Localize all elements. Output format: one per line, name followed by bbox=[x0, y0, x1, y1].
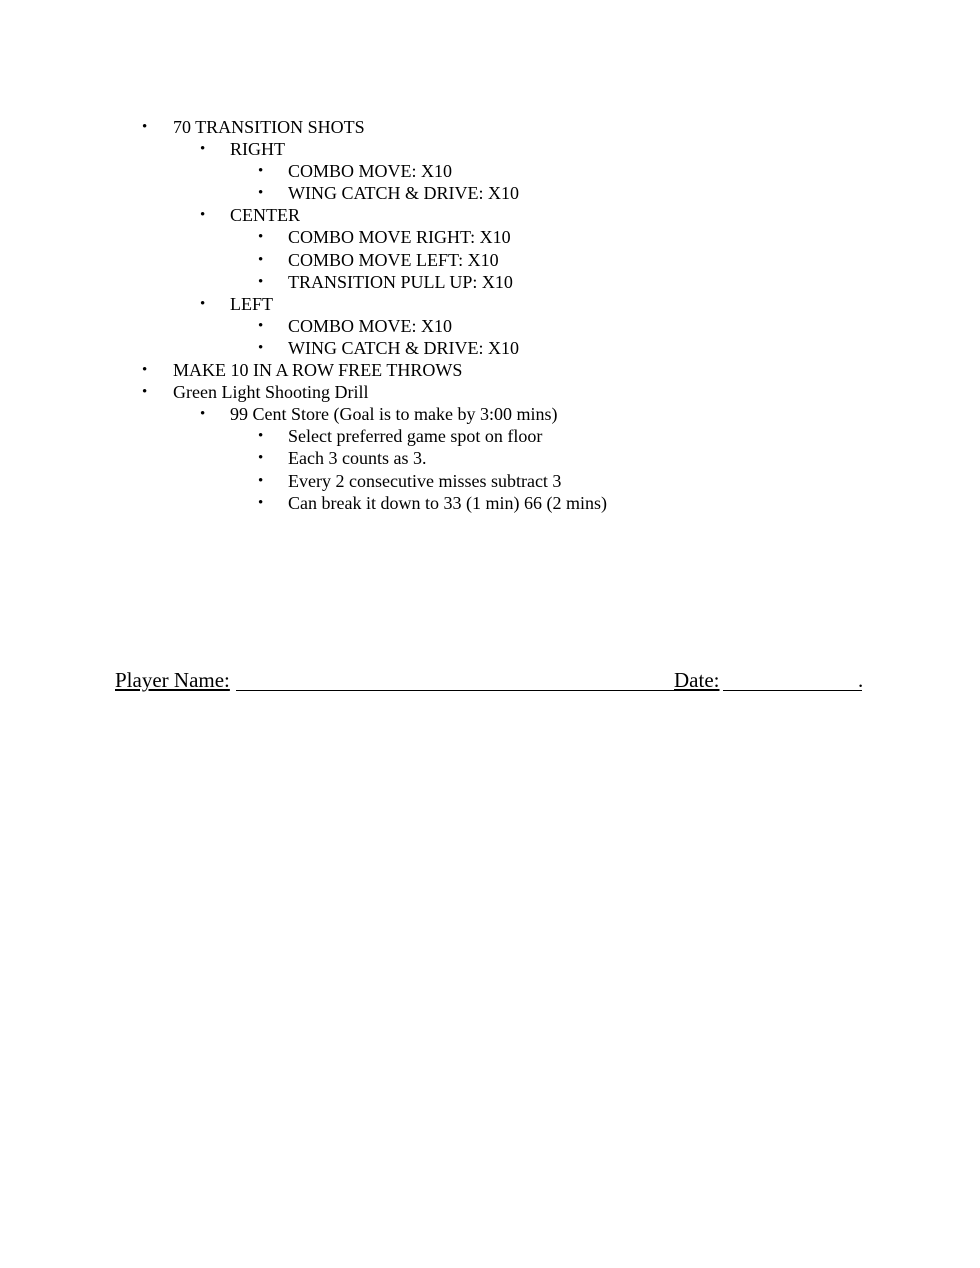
outline-item-level-1 bbox=[0, 116, 980, 138]
bullet-icon: • bbox=[142, 384, 148, 401]
bullet-icon: • bbox=[258, 472, 264, 489]
outline-item-text: COMBO MOVE LEFT: X10 bbox=[288, 249, 499, 270]
outline-item-text: WING CATCH & DRIVE: X10 bbox=[288, 337, 519, 358]
player-name-blank-line bbox=[236, 690, 674, 691]
outline-item-text: 70 TRANSITION SHOTS bbox=[173, 117, 365, 137]
date-period: . bbox=[858, 668, 864, 692]
bullet-icon: • bbox=[258, 273, 264, 290]
outline-item-text: Select preferred game spot on floor bbox=[288, 426, 543, 447]
outline-item-text: Can break it down to 33 (1 min) 66 (2 mins) bbox=[288, 492, 607, 513]
bullet-icon: • bbox=[258, 251, 264, 268]
bullet-icon: • bbox=[200, 295, 206, 312]
outline-item-level-3 bbox=[0, 492, 980, 514]
outline-item-level-3 bbox=[0, 425, 980, 447]
outline-item-level-3 bbox=[0, 249, 980, 271]
signature-section bbox=[115, 667, 865, 693]
outline-item-level-2 bbox=[0, 138, 980, 160]
bullet-icon: • bbox=[258, 163, 264, 180]
outline-item-text: WING CATCH & DRIVE: X10 bbox=[288, 183, 519, 204]
date-label: Date: bbox=[674, 668, 720, 692]
outline-item-text: Each 3 counts as 3. bbox=[288, 448, 427, 469]
outline-item-text: RIGHT bbox=[230, 139, 285, 160]
bullet-icon: • bbox=[142, 119, 148, 135]
bullet-icon: • bbox=[258, 185, 264, 202]
outline-item-level-2 bbox=[0, 293, 980, 315]
outline-item-level-3 bbox=[0, 470, 980, 492]
bullet-icon: • bbox=[258, 494, 264, 511]
outline-item-level-1 bbox=[0, 359, 980, 381]
bullet-icon: • bbox=[258, 317, 264, 334]
bullet-icon: • bbox=[258, 450, 264, 467]
date-blank-line bbox=[723, 690, 862, 691]
outline-item-text: COMBO MOVE RIGHT: X10 bbox=[288, 227, 511, 248]
outline-item-text: 99 Cent Store (Goal is to make by 3:00 mins) bbox=[230, 404, 558, 425]
drill-outline-list bbox=[0, 116, 980, 514]
outline-item-level-3 bbox=[0, 315, 980, 337]
outline-item-level-3 bbox=[0, 337, 980, 359]
outline-item-level-3 bbox=[0, 182, 980, 204]
outline-item-text: COMBO MOVE: X10 bbox=[288, 161, 453, 182]
outline-item-text: MAKE 10 IN A ROW FREE THROWS bbox=[173, 360, 463, 381]
outline-item-text: TRANSITION PULL UP: X10 bbox=[288, 271, 513, 292]
outline-item-level-3 bbox=[0, 447, 980, 469]
bullet-icon: • bbox=[200, 207, 206, 224]
outline-item-level-3 bbox=[0, 160, 980, 182]
bullet-icon: • bbox=[258, 428, 264, 445]
outline-item-text: CENTER bbox=[230, 205, 300, 226]
bullet-icon: • bbox=[200, 406, 206, 423]
outline-item-level-2 bbox=[0, 204, 980, 226]
outline-item-text: Green Light Shooting Drill bbox=[173, 382, 369, 403]
bullet-icon: • bbox=[258, 339, 264, 356]
bullet-icon: • bbox=[200, 141, 206, 158]
bullet-icon: • bbox=[142, 362, 148, 379]
outline-item-level-3 bbox=[0, 226, 980, 248]
outline-item-text: LEFT bbox=[230, 293, 273, 314]
player-name-label: Player Name: bbox=[115, 668, 230, 692]
outline-item-level-1 bbox=[0, 381, 980, 403]
outline-item-level-2 bbox=[0, 403, 980, 425]
bullet-icon: • bbox=[258, 229, 264, 246]
outline-item-level-3 bbox=[0, 271, 980, 293]
outline-item-text: Every 2 consecutive misses subtract 3 bbox=[288, 470, 562, 491]
outline-item-text: COMBO MOVE: X10 bbox=[288, 315, 453, 336]
